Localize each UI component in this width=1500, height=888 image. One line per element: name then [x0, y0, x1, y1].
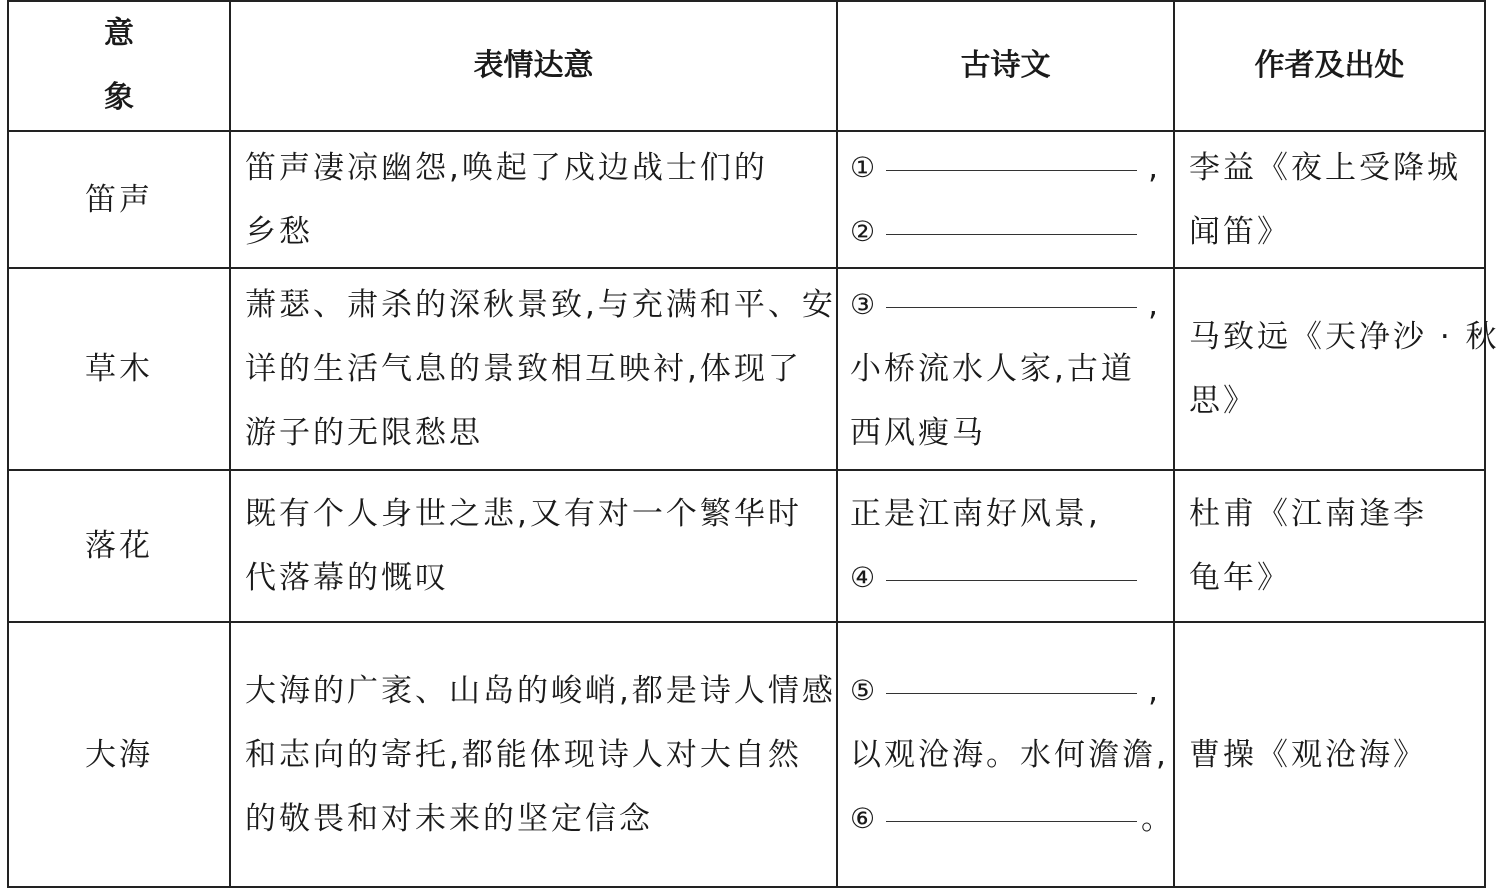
blank-number-mark: ② — [850, 214, 879, 248]
poem-text-line: 西风瘦马 — [850, 415, 986, 451]
answer-blank[interactable] — [886, 787, 1137, 822]
source-cell — [1174, 470, 1485, 622]
poem-cell — [837, 131, 1174, 268]
meaning-cell — [230, 470, 837, 622]
source-line: 闻笛》 — [1189, 213, 1291, 250]
table-header-row — [8, 1, 1485, 131]
source-line: 龟年》 — [1189, 560, 1291, 596]
meaning-line: 乡愁 — [245, 213, 313, 250]
imagery-cell: 大海 — [8, 622, 230, 887]
source-line: 思》 — [1189, 383, 1257, 419]
table-row — [8, 131, 1485, 268]
meaning-line: 大海的广袤、山岛的峻峭,都是诗人情感 — [245, 672, 836, 709]
source-line: 李益《夜上受降城 — [1189, 149, 1461, 186]
meaning-line: 详的生活气息的景致相互映衬,体现了 — [245, 351, 802, 387]
poem-text-line: 正是江南好风景, — [850, 496, 1101, 532]
blank-number-mark: ① — [850, 150, 879, 184]
source-line: 杜甫《江南逢李 — [1189, 496, 1427, 532]
blank-number-mark: ④ — [850, 561, 879, 594]
fill-in-blank-line — [850, 136, 1161, 200]
meaning-line: 的敬畏和对未来的坚定信念 — [245, 800, 653, 837]
imagery-cell: 笛声 — [8, 131, 230, 268]
source-cell — [1174, 268, 1500, 470]
meaning-cell — [230, 268, 837, 470]
fill-in-blank-line — [850, 273, 1161, 337]
source-line: 曹操《观沧海》 — [1189, 736, 1427, 773]
poem-text-line: 以观沧海。水何澹澹, — [850, 736, 1169, 773]
meaning-line: 既有个人身世之悲,又有对一个繁华时 — [245, 496, 802, 532]
meaning-line: 笛声凄凉幽怨,唤起了戍边战士们的 — [245, 149, 768, 186]
meaning-line: 和志向的寄托,都能体现诗人对大自然 — [245, 736, 802, 773]
table-row — [8, 622, 1485, 887]
poetry-imagery-table-sheet — [7, 0, 1500, 837]
answer-blank[interactable] — [886, 659, 1137, 694]
fill-in-blank-line — [850, 659, 1161, 723]
table-row — [8, 268, 1485, 470]
fill-in-blank-line — [850, 546, 1161, 610]
meaning-line: 萧瑟、肃杀的深秋景致,与充满和平、安 — [245, 287, 836, 323]
blank-number-mark: ③ — [850, 288, 879, 321]
poem-cell — [837, 470, 1174, 622]
table-row — [8, 470, 1485, 622]
meaning-cell — [230, 622, 837, 887]
meaning-cell — [230, 131, 837, 268]
blank-punctuation: , — [1148, 287, 1161, 323]
header-meaning: 表情达意 — [230, 1, 837, 131]
poetry-imagery-table — [7, 0, 1500, 888]
meaning-line: 游子的无限愁思 — [245, 415, 483, 451]
blank-punctuation: , — [1148, 672, 1161, 709]
answer-blank[interactable] — [886, 136, 1137, 171]
fill-in-blank-line — [850, 200, 1161, 264]
imagery-cell: 草木 — [8, 268, 230, 470]
poem-text-line: 小桥流水人家,古道 — [850, 351, 1135, 387]
source-cell — [1174, 131, 1485, 268]
answer-blank[interactable] — [886, 546, 1137, 581]
fill-in-blank-line — [850, 787, 1175, 851]
blank-punctuation: , — [1148, 149, 1161, 186]
header-imagery: 意 象 — [8, 1, 230, 131]
meaning-line: 代落幕的慨叹 — [245, 560, 449, 596]
header-poem: 古诗文 — [837, 1, 1174, 131]
blank-number-mark: ⑥ — [850, 801, 879, 835]
source-line: 马致远《天净沙 · 秋 — [1189, 319, 1500, 355]
blank-punctuation: 。 — [1141, 800, 1175, 837]
blank-number-mark: ⑤ — [850, 673, 879, 707]
poem-cell — [837, 268, 1174, 470]
poem-cell — [837, 622, 1174, 887]
source-cell — [1174, 622, 1485, 887]
imagery-cell: 落花 — [8, 470, 230, 622]
answer-blank[interactable] — [886, 200, 1137, 235]
answer-blank[interactable] — [886, 273, 1137, 308]
header-source: 作者及出处 — [1174, 1, 1485, 131]
